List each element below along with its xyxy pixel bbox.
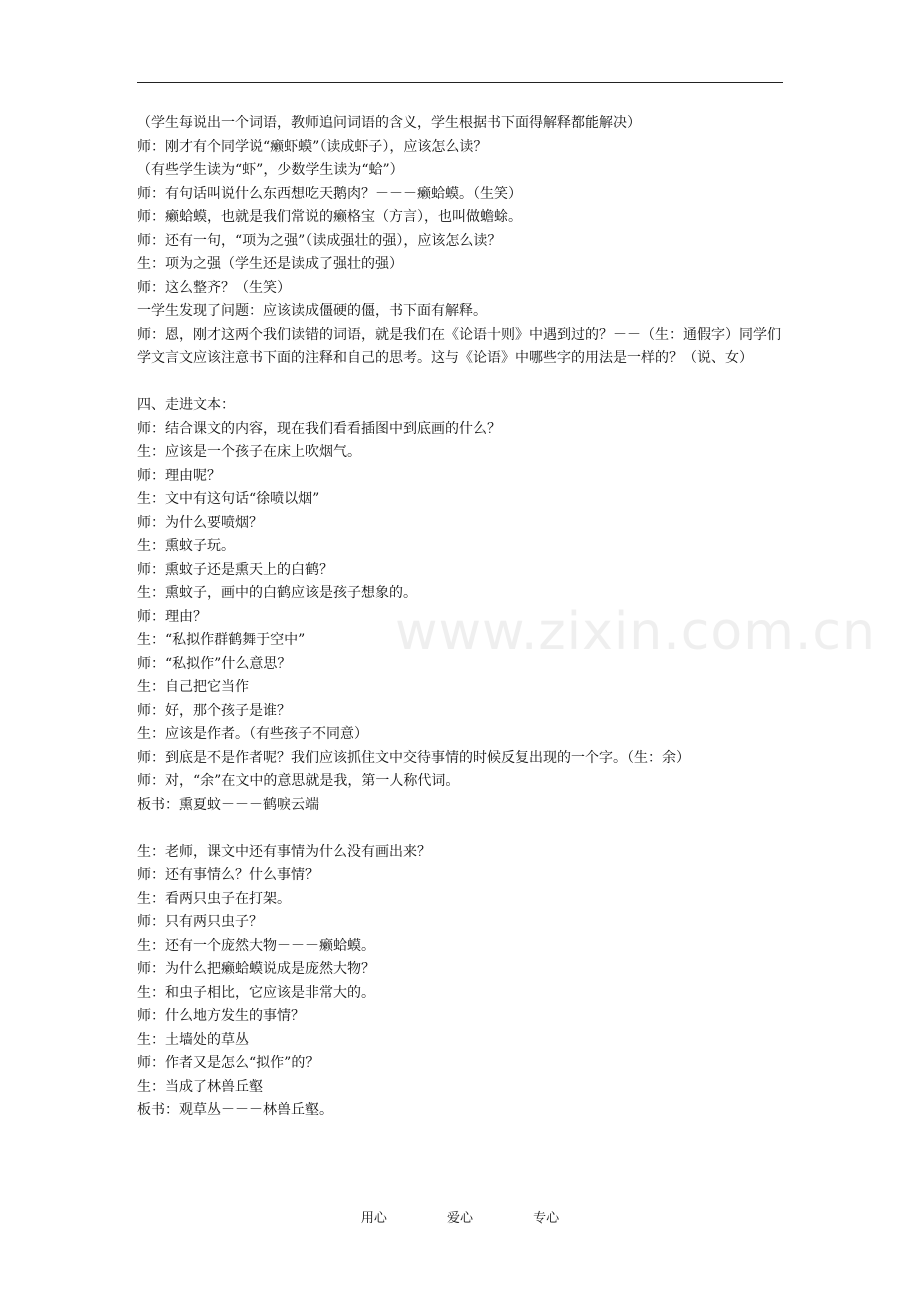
paragraph: 生：老师，课文中还有事情为什么没有画出来？ <box>137 843 431 860</box>
paragraph: 师：只有两只虫子？ <box>137 914 263 930</box>
paragraph: 师：“私拟作”什么意思？ <box>137 655 292 672</box>
paragraph: （有些学生读为“虾”，少数学生读为“蛤”） <box>137 162 404 178</box>
paragraph: 师：癞蛤蟆，也就是我们常说的癞格宝（方言），也叫做蟾蜍。 <box>137 209 522 225</box>
header-rule <box>137 82 783 83</box>
paragraph: 一学生发现了问题：应该读成僵硬的僵，书下面有解释。 <box>137 303 487 319</box>
footer-item: 专心 <box>533 1211 560 1226</box>
paragraph: 师：到底是不是作者呢？我们应该抓住文中交待事情的时候反复出现的一个字。（生：余） <box>137 749 690 766</box>
paragraph: 师：有句话叫说什么东西想吃天鹅肉？－－－癞蛤蟆。（生笑） <box>137 185 522 202</box>
paragraph: （学生每说出一个词语，教师追问词语的含义，学生根据书下面得解释都能解决） <box>137 115 641 131</box>
paragraph: 师：这么整齐？（生笑） <box>137 279 291 296</box>
paragraph: 师：好，那个孩子是谁？ <box>137 702 291 719</box>
paragraph: 师：什么地方发生的事情？ <box>137 1008 305 1024</box>
paragraph: 生：应该是作者。（有些孩子不同意） <box>137 726 368 742</box>
board-note: 板书：熏夏蚊－－－鹤唳云端 <box>137 796 319 813</box>
watermark: www.zixin.com.cn <box>395 602 876 662</box>
paragraph: 生：项为之强（学生还是读成了强壮的强） <box>137 256 403 272</box>
board-note: 板书：观草丛－－－林兽丘壑。 <box>137 1102 333 1118</box>
document-body <box>137 112 787 1123</box>
paragraph: 生：“私拟作群鹤舞于空中” <box>137 632 306 648</box>
blank-line <box>137 371 787 395</box>
paragraph: 师：恩，刚才这两个我们读错的词语，就是我们在《论语十则》中遇到过的？－－（生：通假字）同学们学文言文应该注意书下面的注释和自己的思考。这与《论语》中哪些字的用法是一样的？（说、女） <box>137 326 781 366</box>
paragraph: 师：对，“余”在文中的意思就是我，第一人称代词。 <box>137 773 460 789</box>
paragraph: 生：当成了林兽丘壑 <box>137 1078 263 1095</box>
blank-line <box>137 817 787 841</box>
paragraph: 师：还有事情么？什么事情？ <box>137 867 319 883</box>
paragraph: 师：结合课文的内容，现在我们看看插图中到底画的什么？ <box>137 420 501 437</box>
paragraph: 师：为什么要喷烟？ <box>137 514 263 531</box>
footer-item: 爱心 <box>446 1211 473 1226</box>
paragraph: 生：熏蚊子玩。 <box>137 538 235 554</box>
paragraph: 师：理由呢？ <box>137 467 221 484</box>
paragraph: 生：应该是一个孩子在床上吹烟气。 <box>137 444 361 460</box>
section-heading: 四、走进文本： <box>137 397 235 413</box>
paragraph: 师：熏蚊子还是熏天上的白鹤？ <box>137 561 333 578</box>
paragraph: 师：理由？ <box>137 608 207 625</box>
paragraph: 师：刚才有个同学说“癞虾蟆”（读成虾子），应该怎么读？ <box>137 138 488 155</box>
paragraph: 师：作者又是怎么“拟作”的？ <box>137 1055 320 1071</box>
paragraph: 师：为什么把癞蛤蟆说成是庞然大物？ <box>137 961 375 977</box>
paragraph: 生：和虫子相比，它应该是非常大的。 <box>137 984 375 1001</box>
page-footer <box>0 1207 920 1226</box>
footer-item: 用心 <box>360 1211 387 1226</box>
paragraph: 生：还有一个庞然大物－－－癞蛤蟆。 <box>137 937 375 954</box>
paragraph: 生：自己把它当作 <box>137 679 249 695</box>
paragraph: 生：熏蚊子，画中的白鹤应该是孩子想象的。 <box>137 585 417 601</box>
paragraph: 师：还有一句，“项为之强”（读成强壮的强），应该怎么读？ <box>137 232 502 249</box>
paragraph: 生：文中有这句话“徐喷以烟” <box>137 491 320 507</box>
paragraph: 生：土墙处的草丛 <box>137 1031 249 1048</box>
paragraph: 生：看两只虫子在打架。 <box>137 890 291 907</box>
